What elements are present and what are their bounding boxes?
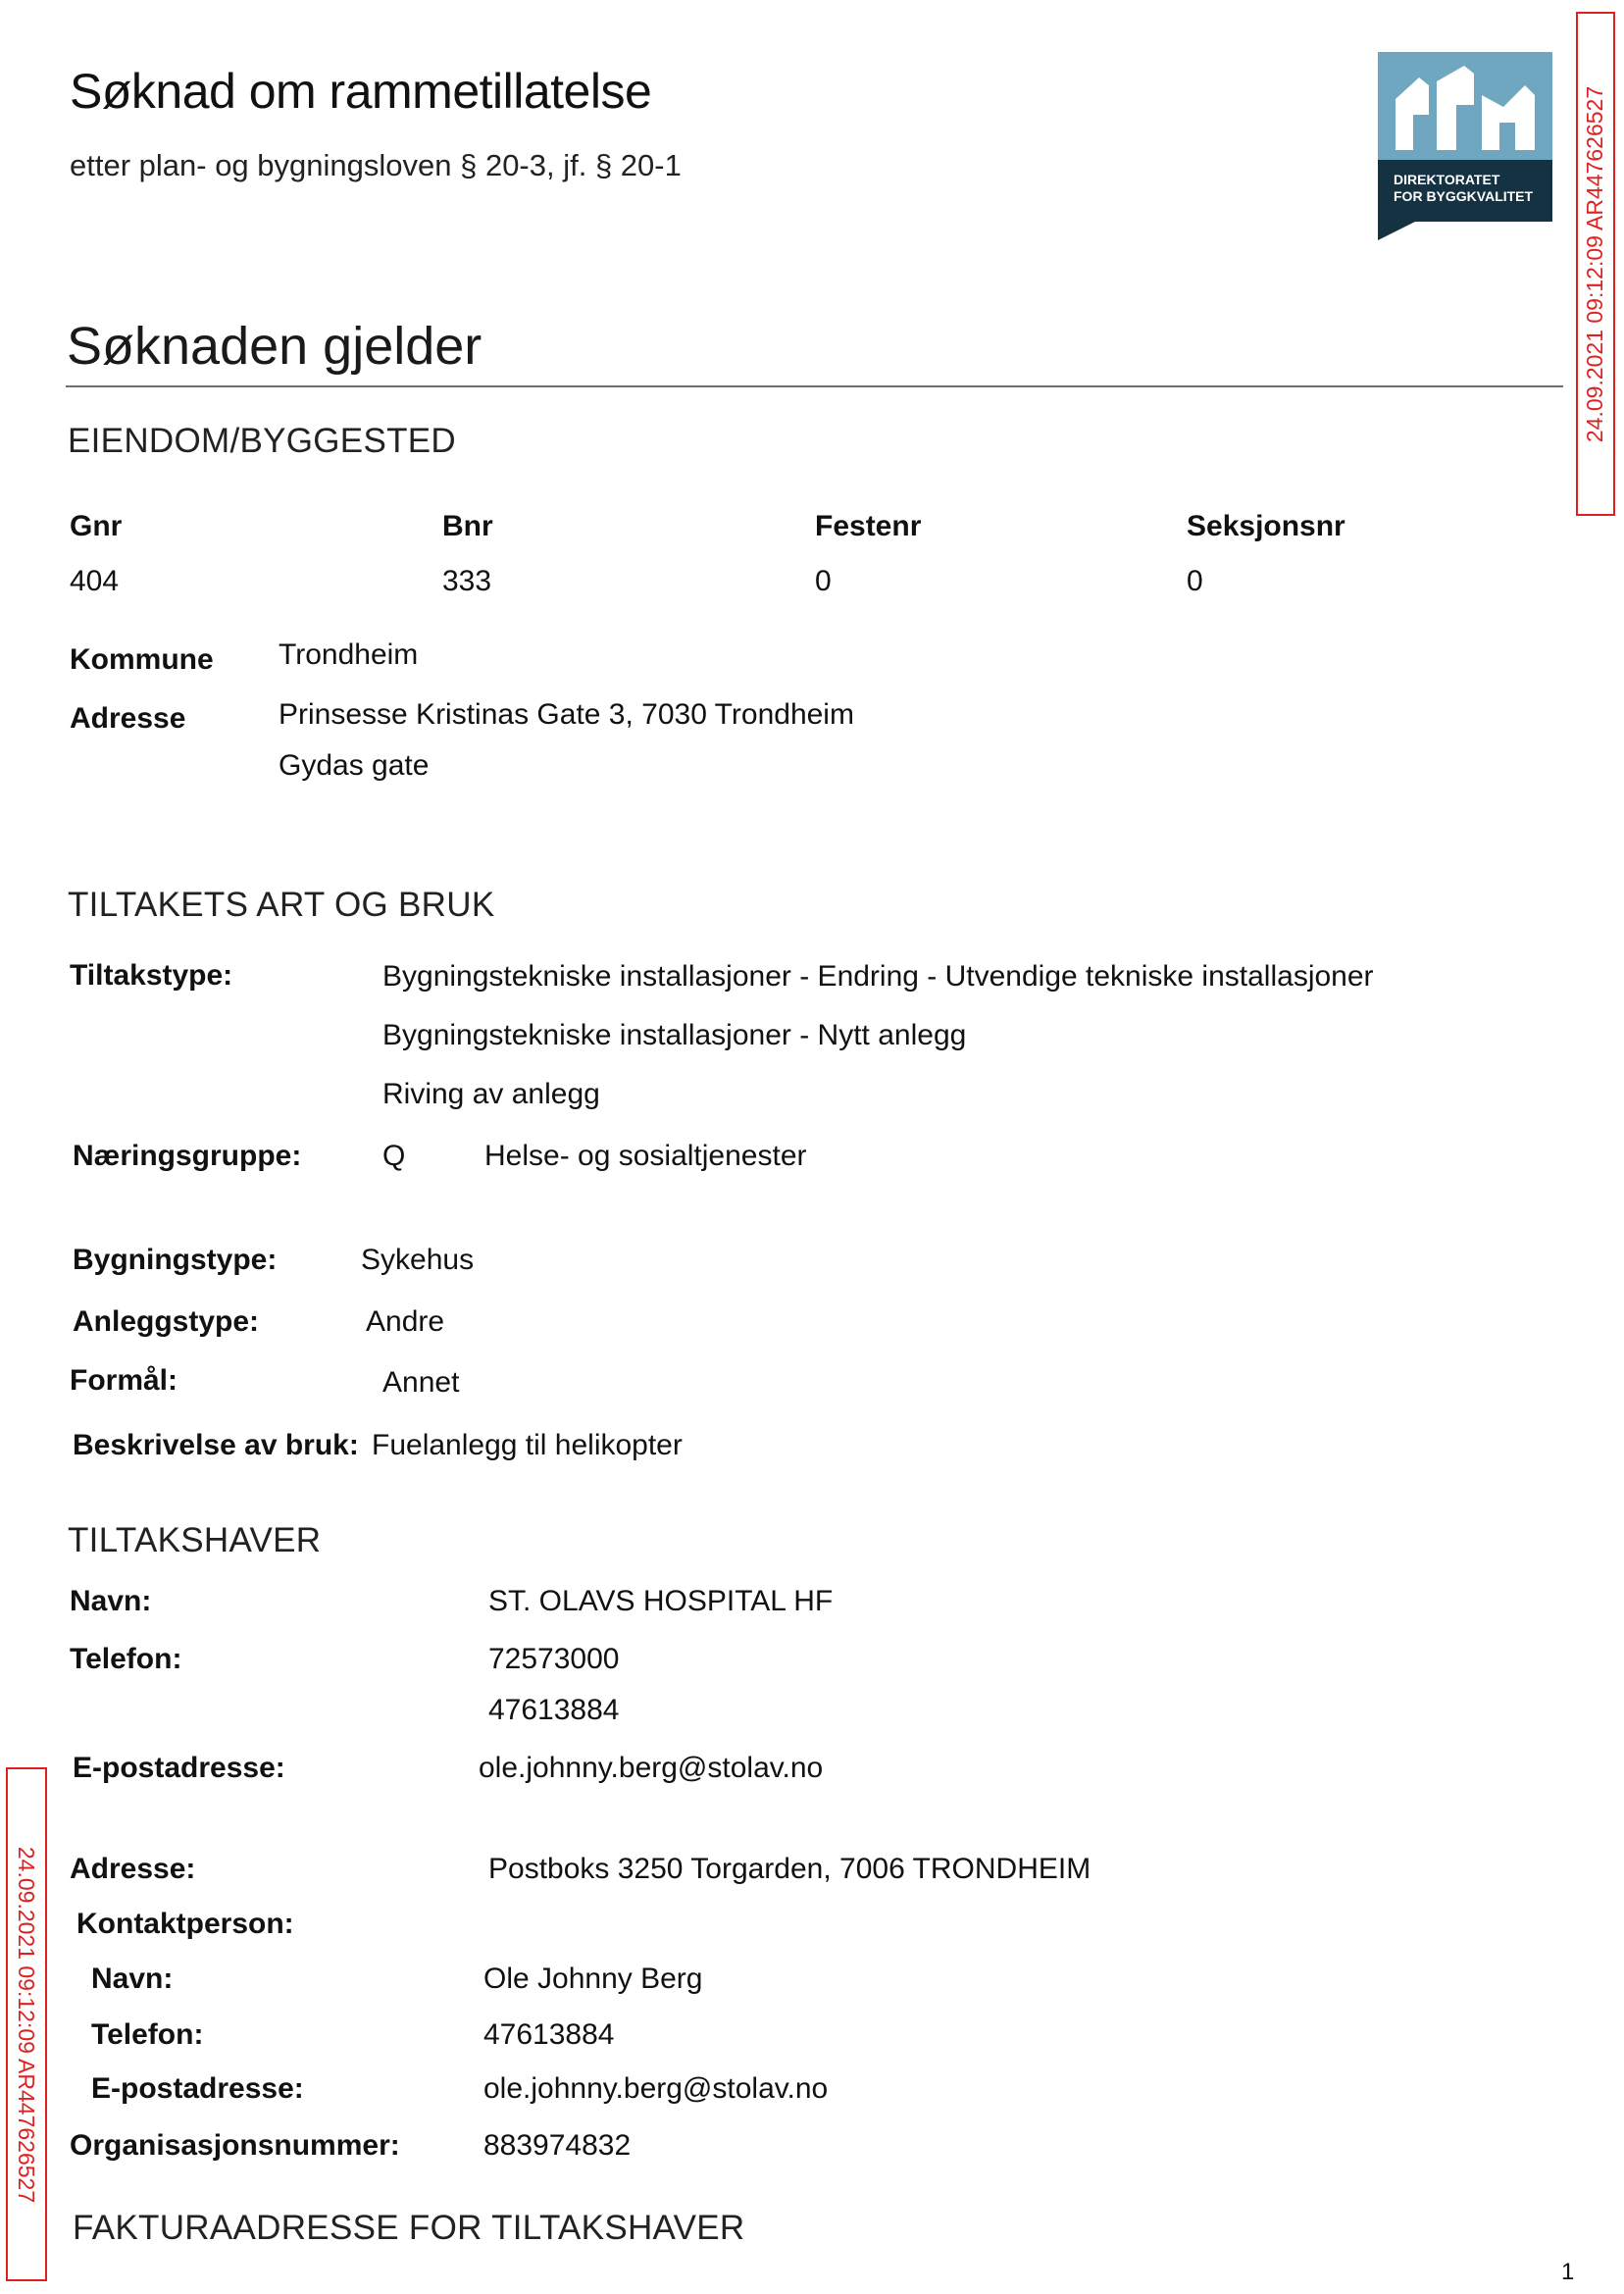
seksjonsnr-value: 0 bbox=[1187, 565, 1203, 597]
naeringsgruppe-label: Næringsgruppe: bbox=[73, 1140, 302, 1172]
tiltakshaver-adresse-label: Adresse: bbox=[70, 1853, 196, 1885]
section-title-faktura: FAKTURAADRESSE FOR TILTAKSHAVER bbox=[73, 2209, 745, 2247]
kontaktperson-label: Kontaktperson: bbox=[76, 1908, 294, 1940]
logo-graphic bbox=[1378, 52, 1552, 160]
formal-value: Annet bbox=[382, 1366, 460, 1399]
epost-label: E-postadresse: bbox=[73, 1752, 285, 1784]
kontaktperson-telefon-value: 47613884 bbox=[483, 2018, 615, 2051]
bnr-label: Bnr bbox=[442, 510, 493, 542]
dibk-logo bbox=[1378, 52, 1552, 240]
document-title: Søknad om rammetillatelse bbox=[70, 64, 652, 119]
gnr-label: Gnr bbox=[70, 510, 123, 542]
telefon-label: Telefon: bbox=[70, 1643, 182, 1675]
anleggstype-value: Andre bbox=[366, 1305, 445, 1338]
section-title-eiendom: EIENDOM/BYGGESTED bbox=[68, 422, 456, 460]
organisasjonsnummer-label: Organisasjonsnummer: bbox=[70, 2129, 400, 2162]
received-stamp-top bbox=[1576, 12, 1615, 516]
bnr-value: 333 bbox=[442, 565, 492, 597]
tiltakstype-item: Bygningstekniske installasjoner - Nytt anlegg bbox=[382, 1019, 967, 1051]
bygningstype-label: Bygningstype: bbox=[73, 1244, 278, 1276]
beskrivelse-value: Fuelanlegg til helikopter bbox=[372, 1429, 683, 1461]
gnr-value: 404 bbox=[70, 565, 120, 597]
adresse-line1: Prinsesse Kristinas Gate 3, 7030 Trondheim bbox=[279, 698, 854, 731]
kommune-value: Trondheim bbox=[279, 638, 419, 671]
kontaktperson-navn-value: Ole Johnny Berg bbox=[483, 1963, 703, 1995]
stamp-text: 24.09.2021 09:12:09 AR447626527 bbox=[14, 1846, 40, 2203]
logo-text-line2: FOR BYGGKVALITET bbox=[1394, 188, 1534, 204]
kontaktperson-epost-value: ole.johnny.berg@stolav.no bbox=[483, 2072, 829, 2105]
stamp-text: 24.09.2021 09:12:09 AR447626527 bbox=[1582, 85, 1608, 442]
section-title-tiltak: TILTAKETS ART OG BRUK bbox=[68, 886, 495, 924]
logo-text bbox=[1378, 160, 1552, 222]
adresse-label: Adresse bbox=[70, 702, 186, 735]
tiltakstype-label: Tiltakstype: bbox=[70, 959, 233, 992]
naeringsgruppe-value: Helse- og sosialtjenester bbox=[484, 1140, 807, 1172]
heading-divider bbox=[66, 385, 1563, 387]
section-title-tiltakshaver: TILTAKSHAVER bbox=[68, 1521, 322, 1559]
kontaktperson-epost-label: E-postadresse: bbox=[91, 2072, 304, 2105]
adresse-line2: Gydas gate bbox=[279, 749, 430, 782]
kontaktperson-telefon-label: Telefon: bbox=[91, 2018, 204, 2051]
section-heading-soknaden: Søknaden gjelder bbox=[67, 317, 482, 376]
festenr-label: Festenr bbox=[815, 510, 922, 542]
telefon-value: 72573000 bbox=[488, 1643, 620, 1675]
page-number: 1 bbox=[1561, 2259, 1575, 2285]
naeringsgruppe-code: Q bbox=[382, 1140, 406, 1172]
document-subtitle: etter plan- og bygningsloven § 20-3, jf. § 20-1 bbox=[70, 148, 682, 182]
logo-tab bbox=[1378, 222, 1415, 240]
festenr-value: 0 bbox=[815, 565, 832, 597]
kontaktperson-navn-label: Navn: bbox=[91, 1963, 174, 1995]
tiltakstype-item: Riving av anlegg bbox=[382, 1078, 600, 1110]
organisasjonsnummer-value: 883974832 bbox=[483, 2129, 632, 2162]
logo-text-line1: DIREKTORATET bbox=[1394, 172, 1500, 187]
telefon-value: 47613884 bbox=[488, 1694, 620, 1726]
kommune-label: Kommune bbox=[70, 643, 214, 676]
epost-value: ole.johnny.berg@stolav.no bbox=[479, 1752, 824, 1784]
seksjonsnr-label: Seksjonsnr bbox=[1187, 510, 1345, 542]
navn-value: ST. OLAVS HOSPITAL HF bbox=[488, 1585, 834, 1617]
navn-label: Navn: bbox=[70, 1585, 152, 1617]
beskrivelse-label: Beskrivelse av bruk: bbox=[73, 1429, 359, 1461]
received-stamp-side bbox=[6, 1767, 47, 2281]
tiltakstype-item: Bygningstekniske installasjoner - Endring - Utvendige tekniske installasjoner bbox=[382, 960, 1374, 993]
bygningstype-value: Sykehus bbox=[361, 1244, 475, 1276]
formal-label: Formål: bbox=[70, 1364, 178, 1397]
tiltakshaver-adresse-value: Postboks 3250 Torgarden, 7006 TRONDHEIM bbox=[488, 1853, 1091, 1885]
anleggstype-label: Anleggstype: bbox=[73, 1305, 260, 1338]
